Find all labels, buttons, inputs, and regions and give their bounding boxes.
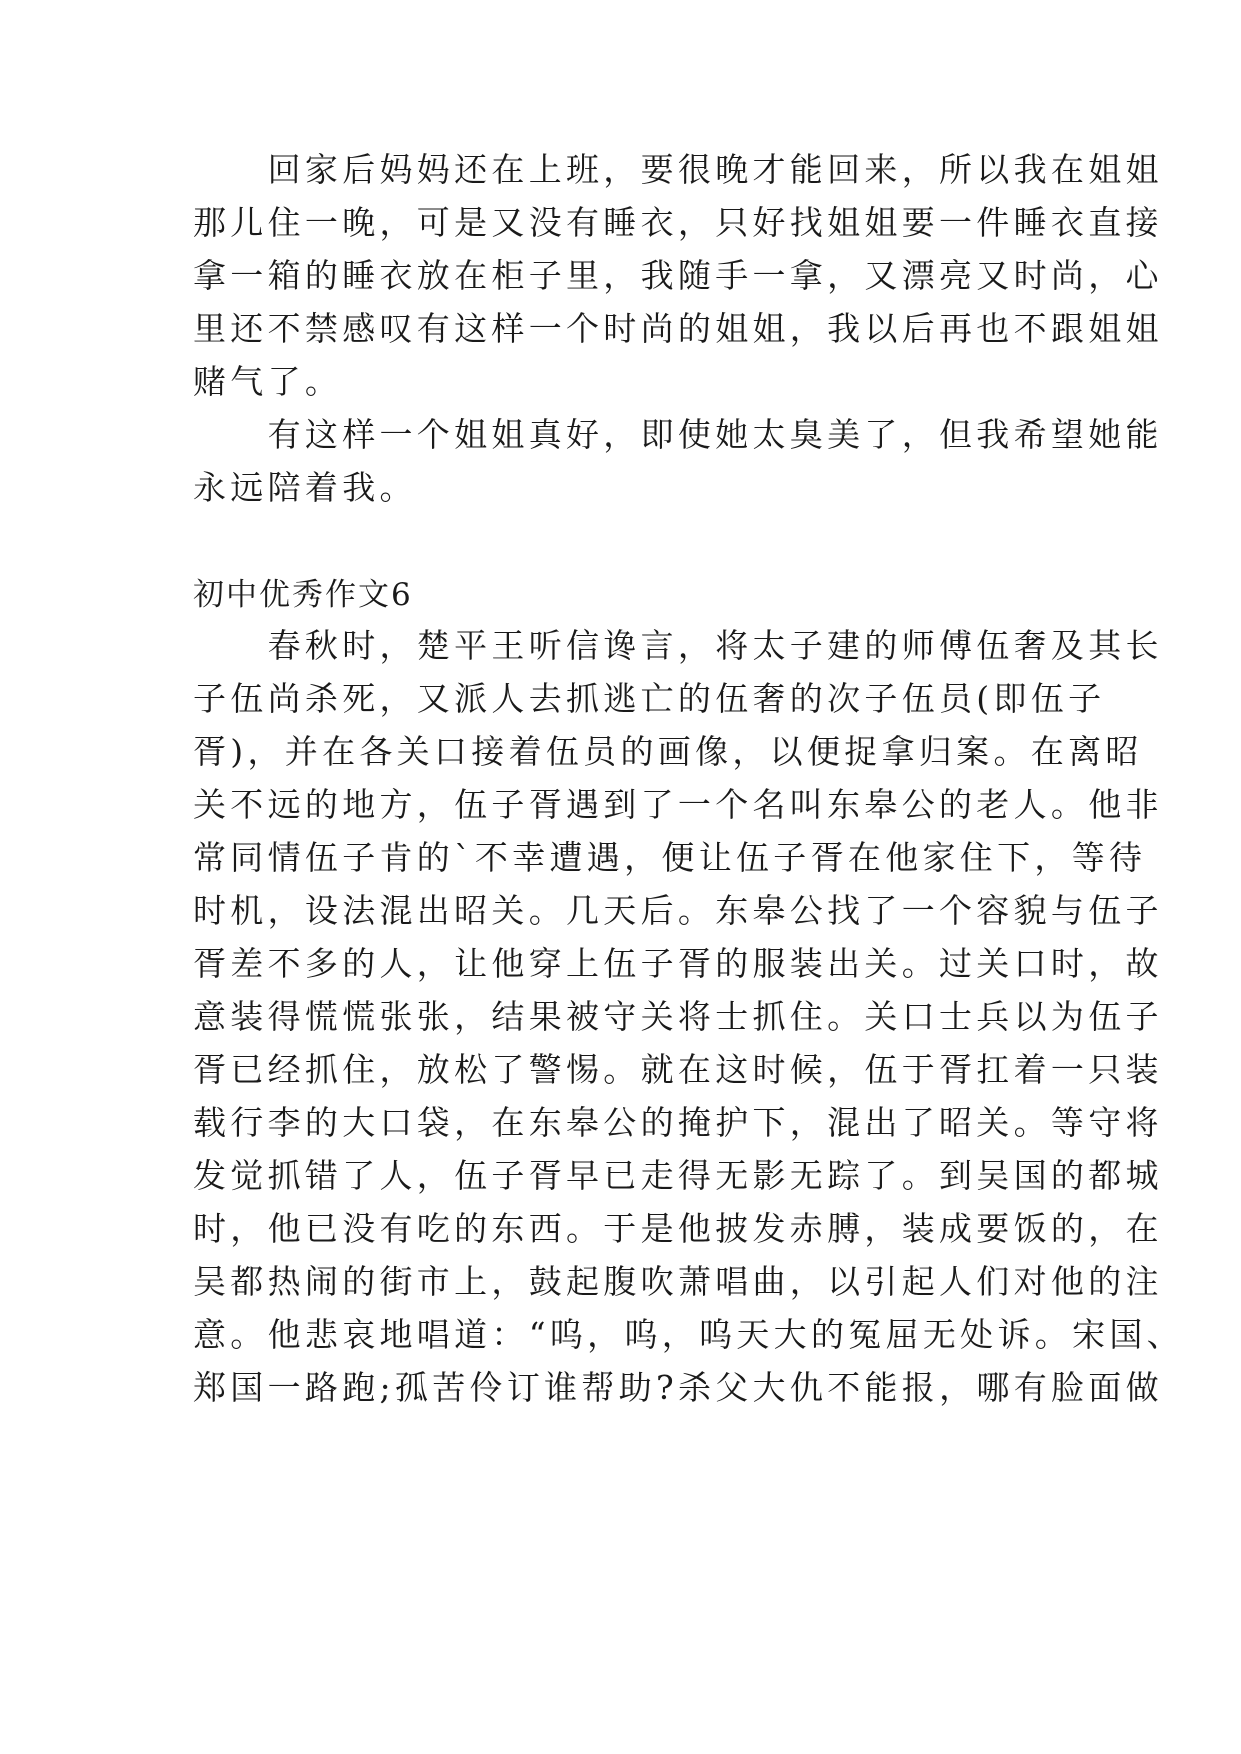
paragraph-line: 常同情伍子肯的`不幸遭遇，便让伍子胥在他家住下，等待 [193,838,1147,877]
paragraph-line: 春秋时，楚平王听信谗言，将太子建的师傅伍奢及其长 [193,626,1163,665]
paragraph-line: 载行李的大口袋，在东皋公的掩护下，混出了昭关。等守将 [193,1103,1163,1142]
paragraph-line: 子伍尚杀死，又派人去抓逃亡的伍奢的次子伍员(即伍子 [193,679,1106,718]
paragraph-line: 胥)，并在各关口接着伍员的画像，以便捉拿归案。在离昭 [193,732,1143,771]
paragraph-line: 回家后妈妈还在上班，要很晚才能回来，所以我在姐姐 [193,150,1163,189]
paragraph-line: 胥差不多的人，让他穿上伍子胥的服装出关。过关口时，故 [193,944,1163,983]
paragraph-line: 时机，设法混出昭关。几天后。东皋公找了一个容貌与伍子 [193,891,1163,930]
paragraph-line: 里还不禁感叹有这样一个时尚的姐姐，我以后再也不跟姐姐 [193,309,1163,348]
paragraph-line: 那儿住一晚，可是又没有睡衣，只好找姐姐要一件睡衣直接 [193,203,1163,242]
paragraph-line: 拿一箱的睡衣放在柜子里，我随手一拿，又漂亮又时尚，心 [193,256,1163,295]
paragraph-line: 时，他已没有吃的东西。于是他披发赤膊，装成要饭的，在 [193,1209,1163,1248]
paragraph-line: 有这样一个姐姐真好，即使她太臭美了，但我希望她能 [193,415,1163,454]
section-title: 初中优秀作文6 [193,577,413,613]
paragraph-line: 意装得慌慌张张，结果被守关将士抓住。关口士兵以为伍子 [193,997,1163,1036]
paragraph-line: 郑国一路跑;孤苦伶订谁帮助?杀父大仇不能报，哪有脸面做 [193,1368,1163,1407]
paragraph-line: 意。他悲哀地唱道：“呜，呜，呜天大的冤屈无处诉。宋国、 [193,1315,1184,1354]
paragraph-line: 赌气了。 [193,362,343,401]
paragraph-line: 吴都热闹的街市上，鼓起腹吹萧唱曲，以引起人们对他的注 [193,1262,1163,1301]
paragraph-line: 永远陪着我。 [193,468,417,507]
paragraph-line: 关不远的地方，伍子胥遇到了一个名叫东皋公的老人。他非 [193,785,1163,824]
paragraph-line: 胥已经抓住，放松了警惕。就在这时候，伍于胥扛着一只装 [193,1050,1163,1089]
paragraph-line: 发觉抓错了人，伍子胥早已走得无影无踪了。到吴国的都城 [193,1156,1163,1195]
